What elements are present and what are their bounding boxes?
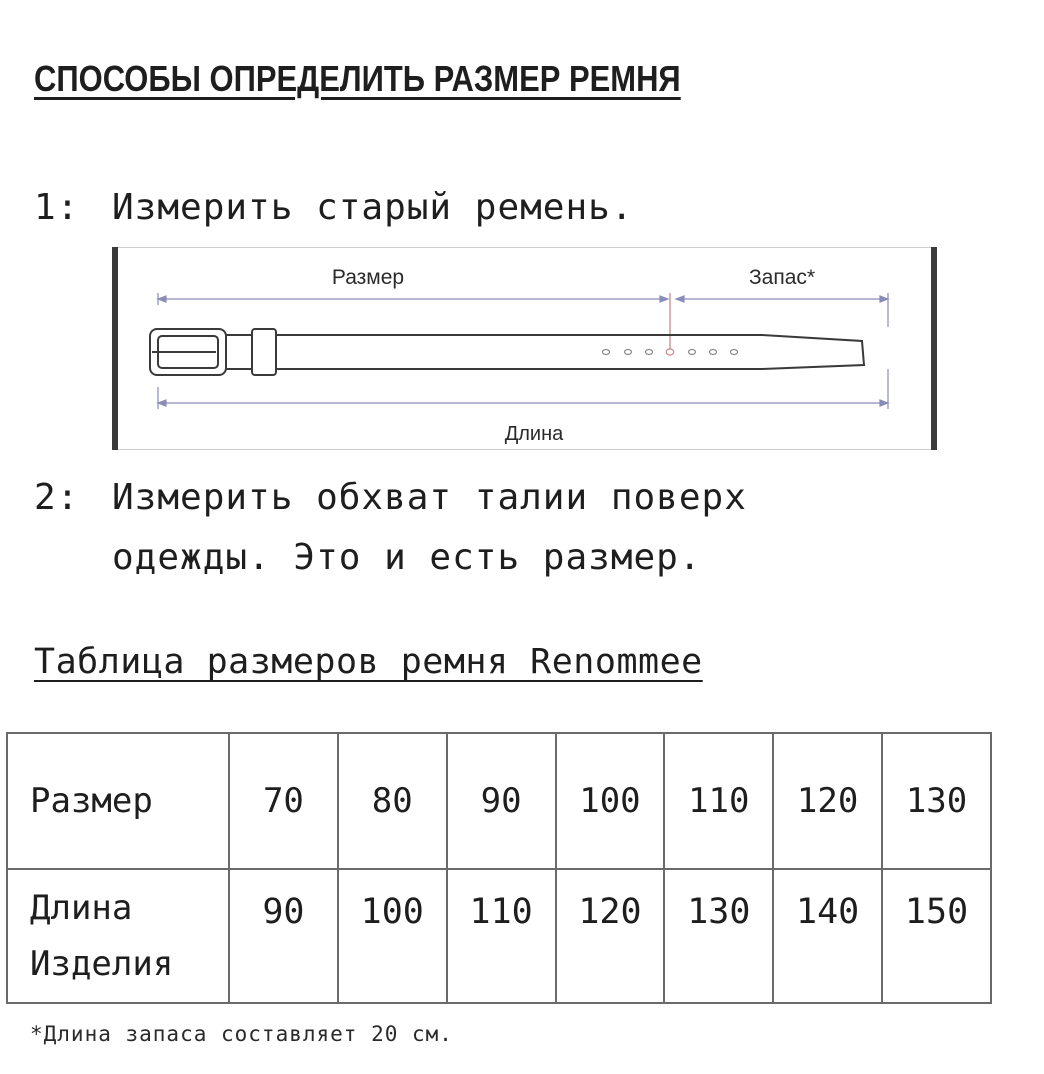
label-reserve: Запас* <box>748 266 816 289</box>
step-2-number: 2: <box>34 477 80 518</box>
step-1-text: Измерить старый ремень. <box>112 187 634 228</box>
step-2-line-2: одежды. Это и есть размер. <box>112 537 702 578</box>
label-length: Длина <box>504 423 564 445</box>
size-cell: 100 <box>556 733 665 869</box>
length-cell: 110 <box>447 869 556 1003</box>
row-header-length-line-2: Изделия <box>30 944 174 984</box>
label-size: Размер <box>331 266 405 289</box>
length-cell: 140 <box>773 869 882 1003</box>
length-cell: 90 <box>229 869 338 1003</box>
step-2 <box>34 468 747 588</box>
length-cell: 100 <box>338 869 447 1003</box>
diagram-frame-right-bar <box>931 247 937 450</box>
size-table <box>6 732 992 1004</box>
table-row-size <box>7 733 991 869</box>
row-header-length-line-1: Длина <box>30 888 133 928</box>
length-cell: 120 <box>556 869 665 1003</box>
length-cell: 130 <box>664 869 773 1003</box>
size-cell: 130 <box>882 733 991 869</box>
size-cell: 90 <box>447 733 556 869</box>
row-header-size: Размер <box>7 733 229 869</box>
diagram-frame-left-bar <box>112 247 118 450</box>
footnote: *Длина запаса составляет 20 см. <box>30 1022 453 1046</box>
length-cell: 150 <box>882 869 991 1003</box>
belt-diagram <box>112 247 937 450</box>
step-1-number: 1: <box>34 187 80 228</box>
size-cell: 120 <box>773 733 882 869</box>
size-cell: 70 <box>229 733 338 869</box>
step-1 <box>34 178 634 238</box>
page-title: СПОСОБЫ ОПРЕДЕЛИТЬ РАЗМЕР РЕМНЯ <box>34 58 681 99</box>
row-header-length <box>7 869 229 1003</box>
size-cell: 110 <box>664 733 773 869</box>
step-2-line-1: Измерить обхват талии поверх <box>112 477 747 518</box>
table-row-length <box>7 869 991 1003</box>
table-title: Таблица размеров ремня Renommee <box>34 642 703 682</box>
size-cell: 80 <box>338 733 447 869</box>
